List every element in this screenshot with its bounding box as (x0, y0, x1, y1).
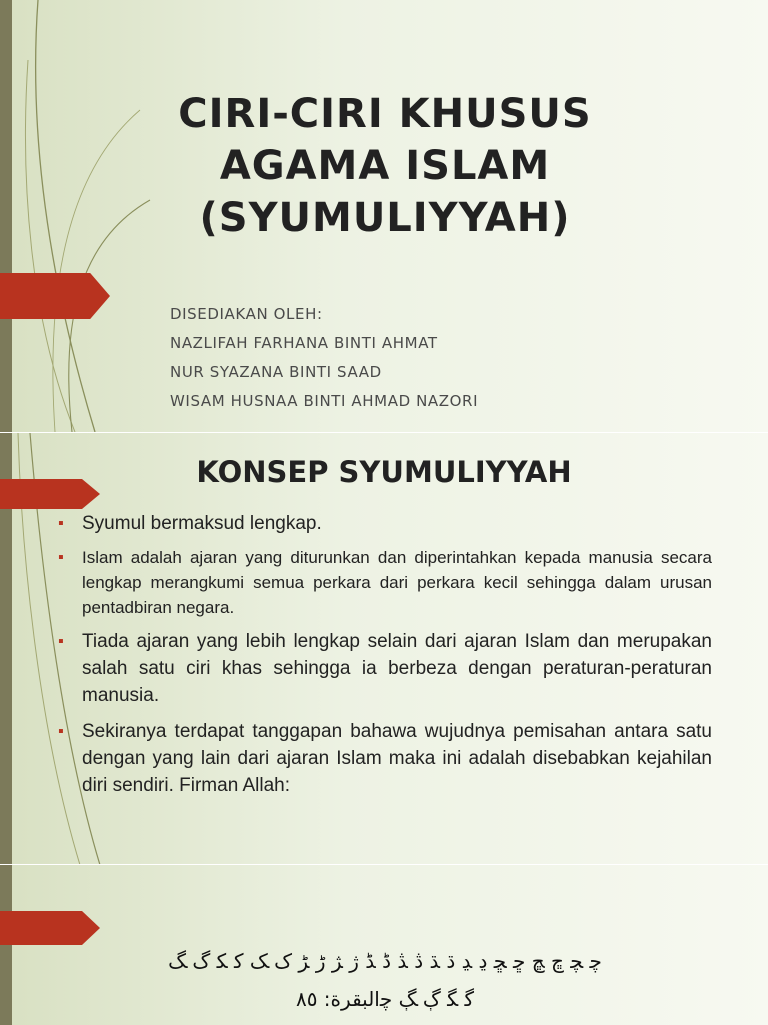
authors-block (170, 300, 478, 416)
red-arrow-shape (0, 273, 110, 319)
decorative-swoosh (0, 0, 160, 432)
slide-heading: KONSEP SYUMULIYYAH (196, 455, 572, 489)
author-name: NAZLIFAH FARHANA BINTI AHMAT (170, 334, 438, 352)
quran-verse-reference: ﮔ ﮕ ﮖ ﮗ ﭼالبقرة: ٨٥ (295, 987, 475, 1011)
slide-left-bar (0, 865, 12, 1025)
bullet-item: ▪ Sekiranya terdapat tanggapan bahawa wujudnya pemisahan antara satu dengan yang lain dari ajaran Islam maka ini adalah disebabkan kejahilan diri sendiri. Firman Allah: (58, 718, 712, 799)
prepared-by-label: DISEDIAKAN OLEH: (170, 305, 323, 323)
title-slide (0, 0, 768, 432)
title-line: AGAMA ISLAM (219, 143, 551, 189)
bullet-item: ▪ Islam adalah ajaran yang diturunkan dan diperintahkan kepada manusia secara lengkap merangkumi semua perkara dari perkara kecil sehingga dalam urusan pentadbiran negara. (58, 545, 712, 620)
quran-verse-line: ﭼ ﭽ ﭾ ﭿ ﮀ ﮁ ﮂ ﮃ ﮄ ﮅ ﮆ ﮇ ﮈ ﮉ ﮊ ﮋ ﮌ ﮍ ﮎ ﮏ ﮐ ﮑ ﮒ ﮓ (168, 949, 602, 973)
bullet-item: ▪ Tiada ajaran yang lebih lengkap selain dari ajaran Islam dan merupakan salah satu ciri khas sehingga ia berbeza dengan peraturan-peraturan manusia. (58, 628, 712, 709)
author-name: NUR SYAZANA BINTI SAAD (170, 363, 382, 381)
bullet-list (58, 511, 712, 799)
author-name: WISAM HUSNAA BINTI AHMAD NAZORI (170, 392, 479, 410)
red-arrow-shape (0, 911, 100, 945)
title-line: (SYUMULIYYAH) (199, 195, 571, 241)
title-line: CIRI-CIRI KHUSUS (178, 91, 592, 137)
presentation-title (140, 88, 630, 244)
verse-slide (0, 864, 768, 1025)
bullet-item: ▪ Syumul bermaksud lengkap. (58, 511, 712, 537)
concept-slide (0, 432, 768, 865)
